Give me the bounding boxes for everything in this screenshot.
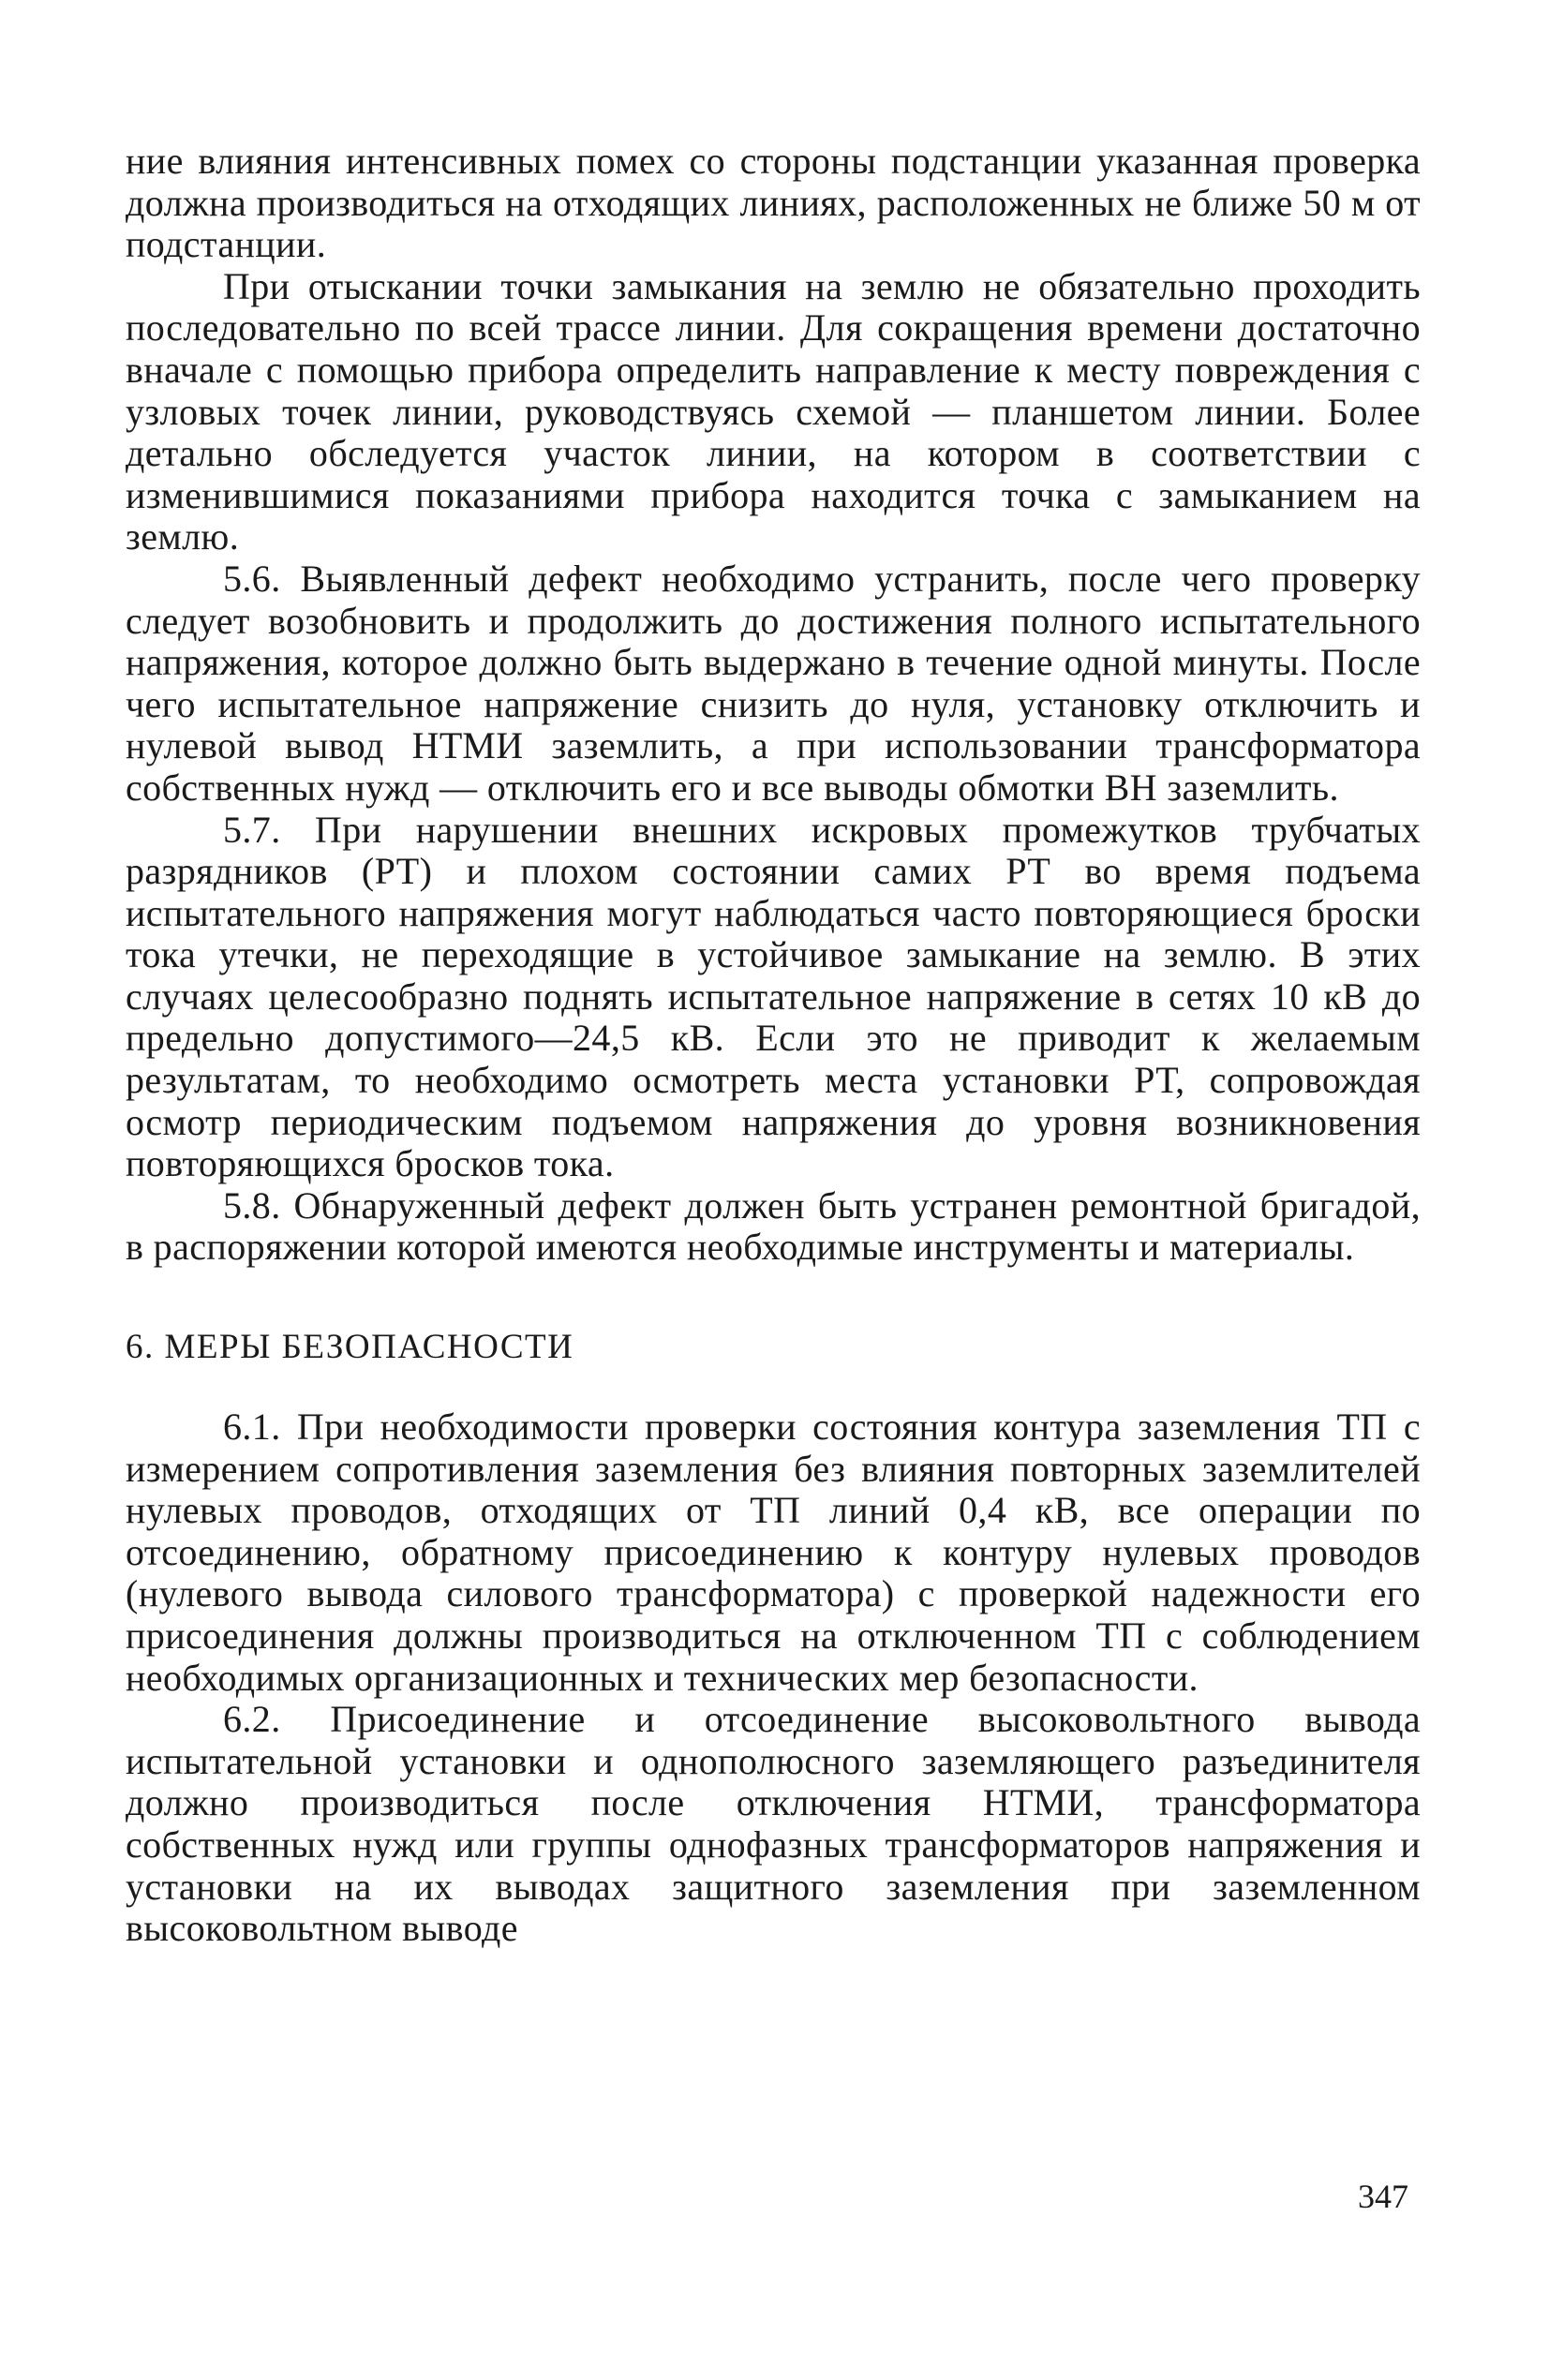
page-number: 347 (1358, 2178, 1408, 2215)
paragraph-continuation: ние влияния интенсивных помех со стороны подстанции указанная проверка должна производиться на отходящих линиях, расположенных не ближе 50 м от подстанции. (126, 140, 1421, 266)
paragraph-6-1: 6.1. При необходимости проверки состояния контура заземления ТП с измерением сопротивления заземления без влияния повторных заземлителей нулевых проводов, отходящих от ТП линий 0,4 кВ, все операции по отсоединению, обратному присоединению к контуру нулевых проводов (нулевого вывода силового трансформатора) с проверкой надежности его присоединения должны производиться на отключенном ТП с соблюдением необходимых организационных и технических мер безопасности. (126, 1406, 1421, 1699)
page-content (126, 141, 1421, 1950)
paragraph-6-2: 6.2. Присоединение и отсоединение высоковольтного вывода испытательной установки и однополюсного заземляющего разъединителя должно производиться после отключения НТМИ, трансформатора собственных нужд или группы однофазных трансформаторов напряжения и установки на их выводах защитного заземления при заземленном высоковольтном выводе (126, 1698, 1421, 1950)
paragraph-5-8: 5.8. Обнаруженный дефект должен быть устранен ремонтной бригадой, в распоряжении которой имеются необходимые инструменты и материалы. (126, 1183, 1421, 1269)
paragraph-5-7: 5.7. При нарушении внешних искровых промежутков трубчатых разрядников (РТ) и плохом состоянии самих РТ во время подъема испытательного напряжения могут наблюдаться часто повторяющиеся броски тока утечки, не переходящие в устойчивое замыкание на землю. В этих случаях целесообразно поднять испытательное напряжение в сетях 10 кВ до предельно допустимого—24,5 кВ. Если это не приводит к желаемым результатам, то необходимо осмотреть места установки РТ, сопровождая осмотр периодическим подъемом напряжения до уровня возникновения повторяющихся бросков тока. (126, 808, 1421, 1185)
paragraph-5-6: 5.6. Выявленный дефект необходимо устранить, после чего проверку следует возобновить и продолжить до достижения полного испытательного напряжения, которое должно быть выдержано в течение одной минуты. После чего испытательное напряжение снизить до нуля, установку отключить и нулевой вывод НТМИ заземлить, а при использовании трансформатора собственных нужд — отключить его и все выводы обмотки ВН заземлить. (126, 557, 1421, 809)
paragraph-fault-search: При отыскании точки замыкания на землю не обязательно проходить последовательно по всей трассе линии. Для сокращения времени достаточно вначале с помощью прибора определить направление к месту повреждения с узловых точек линии, руководствуясь схемой — планшетом линии. Более детально обследуется участок линии, на котором в соответствии с изменившимися показаниями прибора находится точка с замыканием на землю. (126, 264, 1421, 558)
section-heading: 6. МЕРЫ БЕЗОПАСНОСТИ (126, 1328, 574, 1367)
